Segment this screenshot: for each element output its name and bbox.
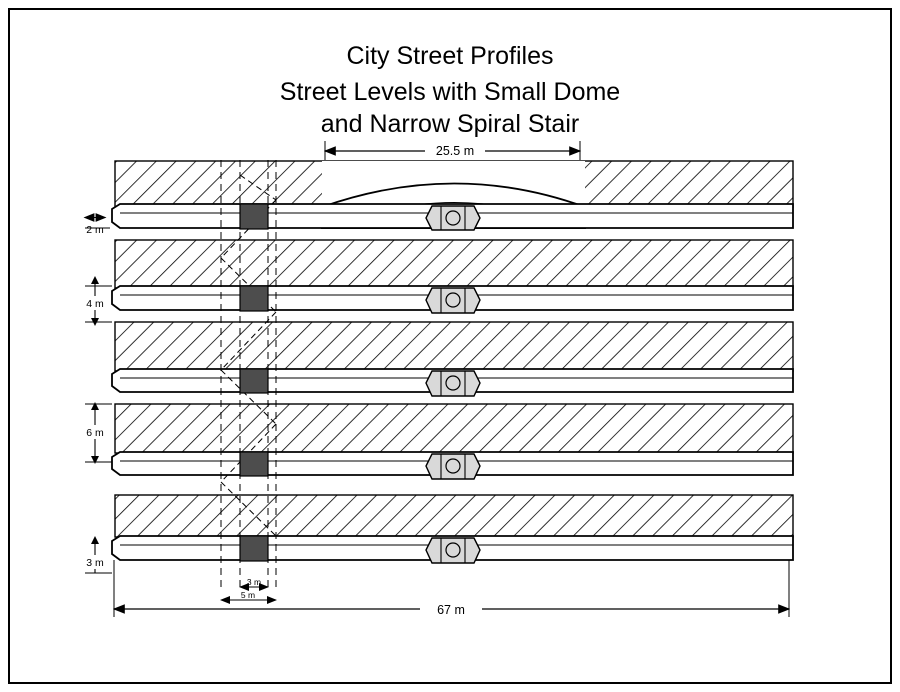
dimension-level-5-label: 3 m [86, 557, 104, 569]
dimension-level-1-label: 2 m [86, 224, 104, 236]
dimension-top [325, 141, 580, 160]
dimension-bottom [114, 560, 789, 617]
dimension-level-3-label: 6 m [86, 427, 104, 439]
dimension-level-3 [83, 402, 112, 464]
page-title-line-3: and Narrow Spiral Stair [320, 110, 580, 138]
dimension-level-2 [83, 276, 112, 326]
stair-shaft-block-1 [240, 204, 268, 229]
dimension-stair-5m-label: 5 m [240, 590, 256, 600]
stair-shaft-block-3 [240, 369, 268, 393]
stair-shaft-block-4 [240, 452, 268, 476]
dimension-stair-3m [240, 577, 268, 587]
stair-column-level-3 [426, 371, 480, 396]
dimension-stair-3m-label: 3 m [246, 577, 262, 587]
dimension-level-5 [83, 536, 112, 573]
page-title-line-1: City Street Profiles [346, 42, 554, 70]
stair-column-level-5 [426, 538, 480, 563]
dimension-stair-5m [221, 590, 276, 600]
stair-column-level-2 [426, 288, 480, 313]
dimension-level-1 [85, 218, 111, 237]
dimension-top-label: 25.5 m [435, 144, 475, 158]
dimension-bottom-label: 67 m [437, 603, 465, 617]
stair-shaft-block-5 [240, 536, 268, 561]
page-title-line-2: Street Levels with Small Dome [279, 78, 621, 106]
stair-column-level-1 [426, 206, 480, 230]
dimension-level-2-label: 4 m [86, 298, 104, 310]
stair-shaft-block-2 [240, 286, 268, 311]
stair-column-level-4 [426, 454, 480, 479]
